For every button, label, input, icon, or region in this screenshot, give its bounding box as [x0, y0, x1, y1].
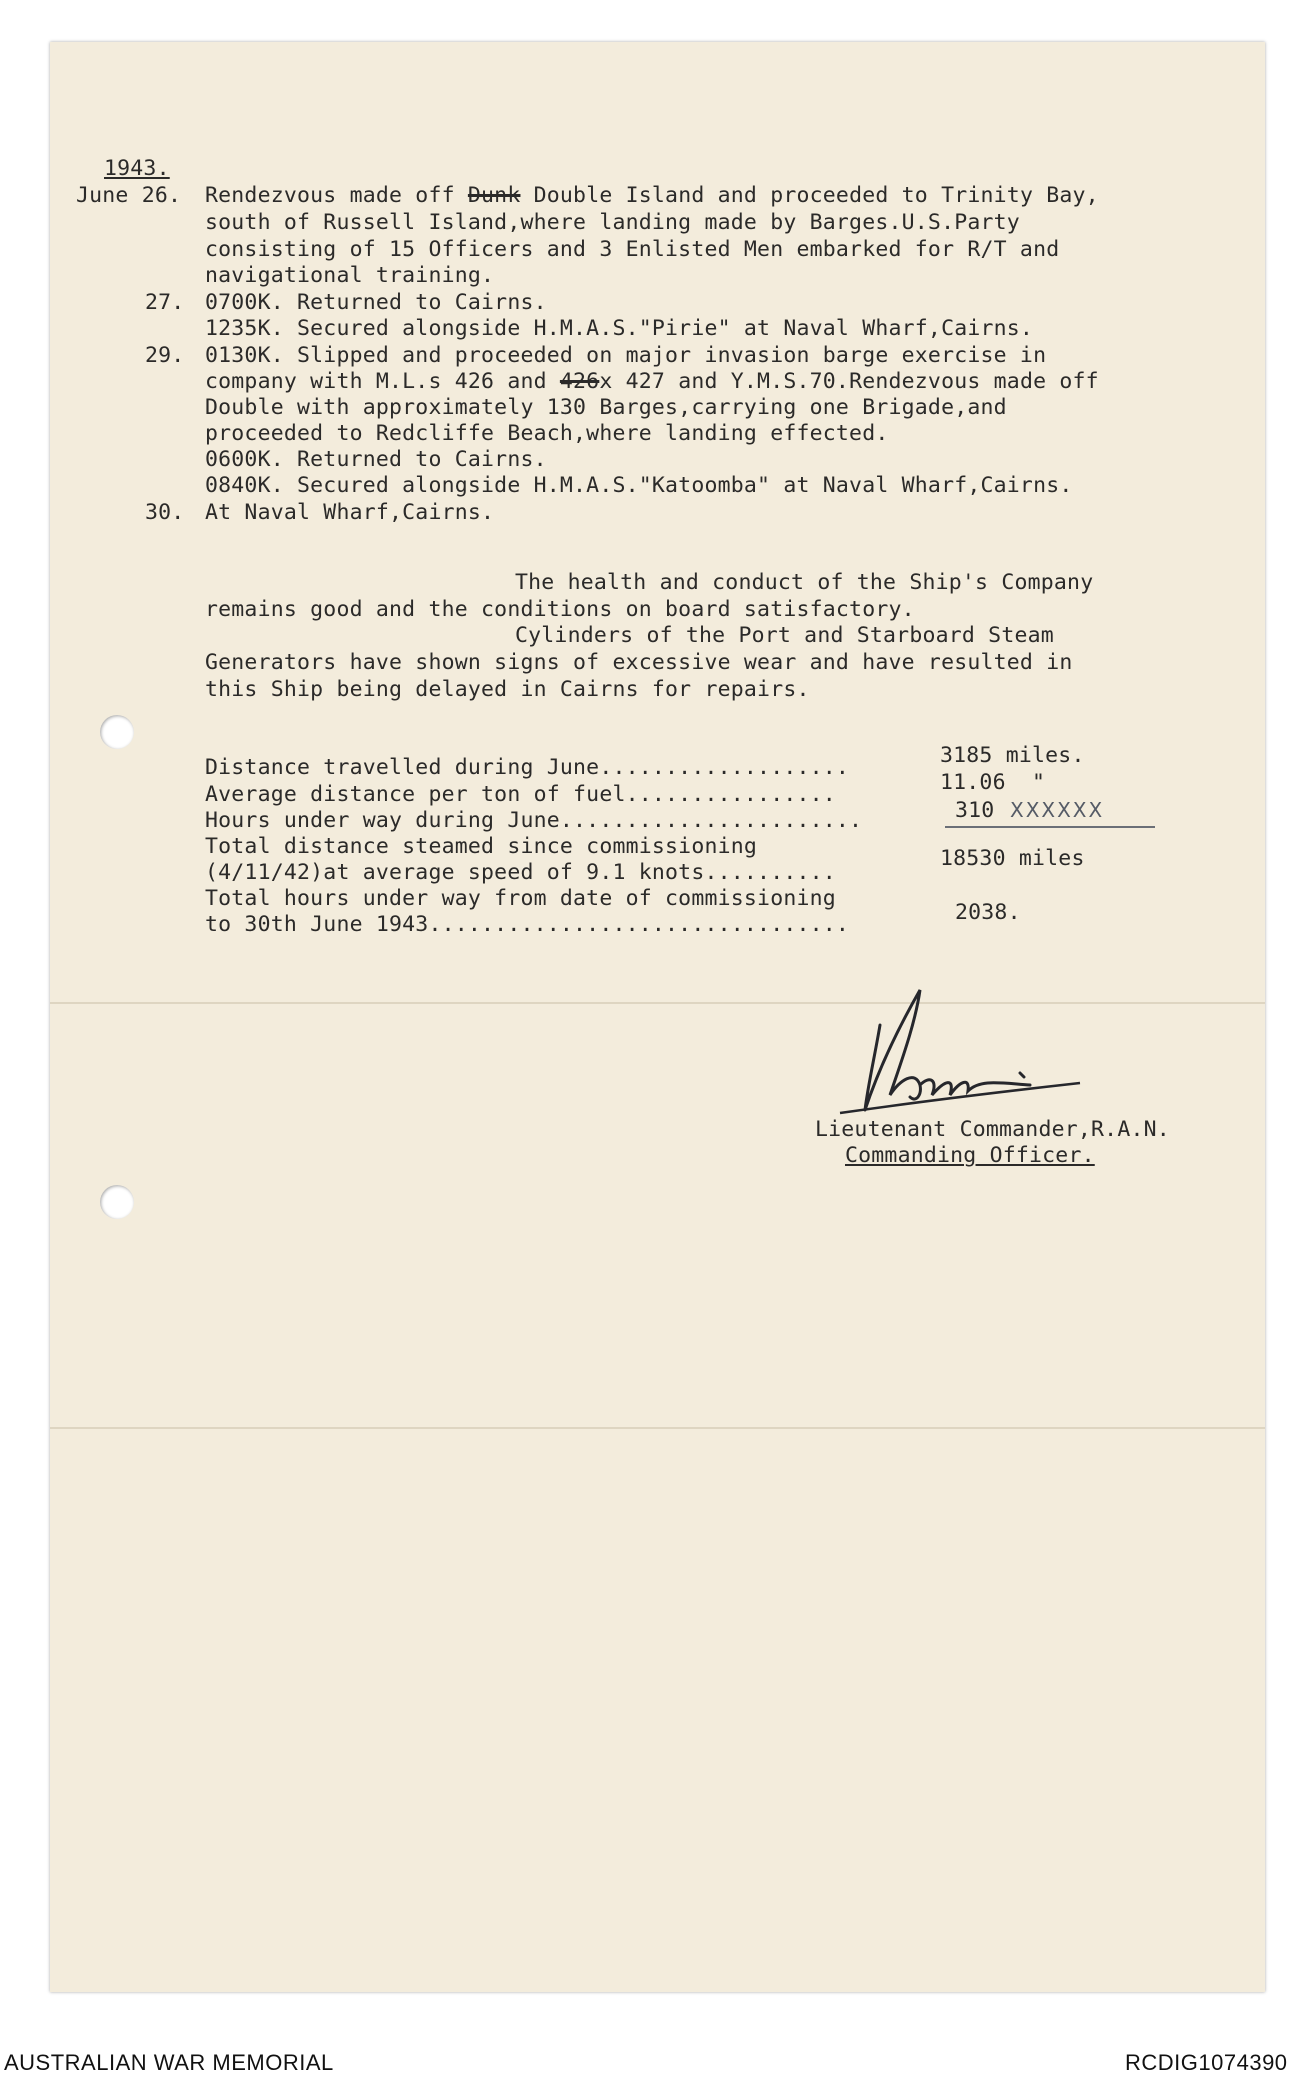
struck-word: Dunk: [467, 183, 521, 208]
remarks-line: The health and conduct of the Ship's Company: [515, 570, 1094, 595]
entry-line: company with M.L.s 426 and 426x 427 and Y.M.S.70.Rendezvous made off: [205, 369, 1099, 394]
entry-line: 0840K. Secured alongside H.M.A.S."Katoomba" at Naval Wharf,Cairns.: [205, 473, 1073, 498]
entry-line: proceeded to Redcliffe Beach,where landing effected.: [205, 421, 889, 446]
entry-line: south of Russell Island,where landing made by Barges.U.S.Party: [205, 210, 1020, 235]
entry-line: Rendezvous made off Dunk Double Island and proceeded to Trinity Bay,: [205, 183, 1099, 208]
stat-value: 11.06 ": [940, 770, 1046, 795]
date-label: 30.: [145, 500, 185, 525]
stat-label: (4/11/42)at average speed of 9.1 knots..........: [205, 860, 836, 885]
stat-label: Total distance steamed since commissioning: [205, 834, 758, 859]
date-label: June 26.: [76, 183, 182, 208]
remarks-line: Generators have shown signs of excessive wear and have resulted in: [205, 650, 1073, 675]
stat-label: Hours under way during June.......................: [205, 808, 863, 833]
handwritten-underline: [945, 826, 1155, 828]
entry-line: 0600K. Returned to Cairns.: [205, 447, 547, 472]
entry-line: Double with approximately 130 Barges,carrying one Brigade,and: [205, 395, 1007, 420]
signatory-role: Commanding Officer.: [845, 1143, 1095, 1168]
stat-label: Total hours under way from date of commissioning: [205, 886, 836, 911]
stat-label: to 30th June 1943................................: [205, 912, 850, 937]
stat-value: 2038.: [955, 900, 1021, 925]
stat-label: Average distance per ton of fuel................: [205, 782, 836, 807]
report-year: 1943.: [104, 156, 170, 181]
remarks-line: Cylinders of the Port and Starboard Steam: [515, 623, 1054, 648]
stat-value: 310: [955, 798, 995, 823]
date-label: 29.: [145, 343, 185, 368]
remarks-line: remains good and the conditions on board satisfactory.: [205, 597, 915, 622]
page-fold: [50, 1427, 1265, 1429]
signatory-rank: Lieutenant Commander,R.A.N.: [815, 1117, 1170, 1142]
punch-hole: [100, 1185, 134, 1219]
stat-value: 18530 miles: [940, 846, 1085, 871]
entry-line: 0130K. Slipped and proceeded on major invasion barge exercise in: [205, 343, 1047, 368]
struck-word: 426: [559, 369, 600, 394]
archive-reference: RCDIG1074390: [1125, 2050, 1288, 2075]
stat-label: Distance travelled during June...................: [205, 755, 850, 780]
entry-line: 1235K. Secured alongside H.M.A.S."Pirie" at Naval Wharf,Cairns.: [205, 316, 1034, 341]
entry-line: consisting of 15 Officers and 3 Enlisted Men embarked for R/T and: [205, 237, 1060, 262]
stat-value: 3185 miles.: [940, 743, 1085, 768]
handwritten-signature: [820, 985, 1100, 1135]
remarks-line: this Ship being delayed in Cairns for repairs.: [205, 677, 810, 702]
punch-hole: [100, 715, 134, 749]
date-label: 27.: [145, 290, 185, 315]
entry-line: At Naval Wharf,Cairns.: [205, 500, 495, 525]
archive-name: AUSTRALIAN WAR MEMORIAL: [4, 2050, 334, 2075]
entry-line: navigational training.: [205, 263, 495, 288]
entry-line: 0700K. Returned to Cairns.: [205, 290, 547, 315]
handwritten-crosses: XXXXXX: [1010, 798, 1105, 822]
